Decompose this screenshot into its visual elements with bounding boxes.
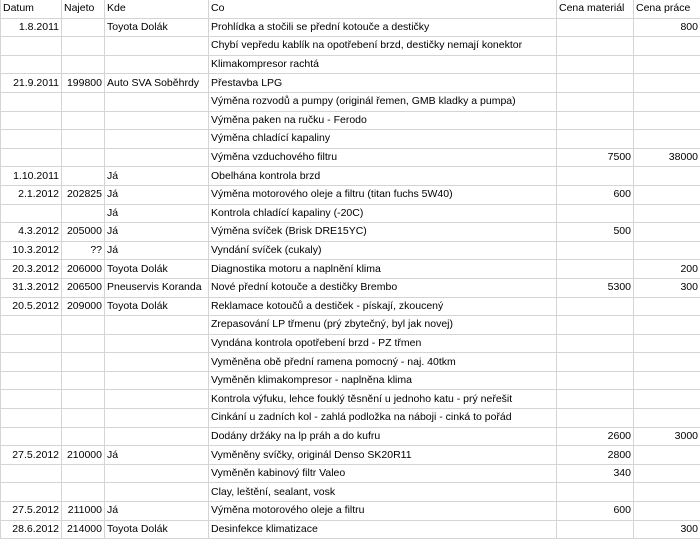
table-row [1,502,700,521]
cell-material[interactable] [557,55,634,74]
cell-date[interactable] [1,483,62,502]
cell-work[interactable] [634,353,700,372]
cell-place[interactable] [105,55,209,74]
cell-date[interactable]: 20.3.2012 [1,260,62,279]
cell-km[interactable]: 202825 [62,185,105,204]
cell-work[interactable] [634,464,700,483]
cell-km[interactable] [62,390,105,409]
cell-what[interactable]: Výměna rozvodů a pumpy (originál řemen, GMB kladky a pumpa) [209,92,557,111]
cell-material[interactable]: 600 [557,502,634,521]
cell-what[interactable]: Nové přední kotouče a destičky Brembo [209,278,557,297]
cell-material[interactable] [557,18,634,37]
cell-work[interactable] [634,446,700,465]
cell-date[interactable] [1,334,62,353]
cell-material[interactable] [557,130,634,149]
table-row [1,353,700,372]
cell-work[interactable] [634,297,700,316]
cell-work[interactable] [634,111,700,130]
table-row [1,130,700,149]
header-km[interactable]: Najeto [62,0,105,18]
cell-km[interactable]: 210000 [62,446,105,465]
cell-km[interactable] [62,371,105,390]
cell-date[interactable]: 20.5.2012 [1,297,62,316]
cell-place[interactable]: Já [105,502,209,521]
cell-what[interactable]: Kontrola výfuku, lehce fouklý těsnění u jednoho katu - prý neřešit [209,390,557,409]
cell-work[interactable] [634,55,700,74]
cell-material[interactable] [557,520,634,539]
cell-material[interactable]: 5300 [557,278,634,297]
cell-material[interactable]: 340 [557,464,634,483]
cell-work[interactable] [634,130,700,149]
cell-material[interactable] [557,371,634,390]
cell-km[interactable] [62,111,105,130]
cell-work[interactable] [634,167,700,186]
cell-what[interactable]: Výměna chladící kapaliny [209,130,557,149]
cell-place[interactable]: Auto SVA Soběhrdy [105,74,209,93]
cell-km[interactable]: 214000 [62,520,105,539]
header-material[interactable]: Cena materiál [557,0,634,18]
cell-material[interactable] [557,37,634,56]
cell-place[interactable] [105,427,209,446]
cell-km[interactable]: 205000 [62,223,105,242]
cell-what[interactable]: Vyměněn kabinový filtr Valeo [209,464,557,483]
cell-date[interactable] [1,55,62,74]
table-row [1,204,700,223]
table-row [1,483,700,502]
cell-what[interactable]: Vyměněn klimakompresor - naplněna klima [209,371,557,390]
cell-km[interactable] [62,204,105,223]
cell-date[interactable] [1,390,62,409]
cell-km[interactable] [62,409,105,428]
table-row [1,185,700,204]
cell-km[interactable]: ?? [62,241,105,260]
cell-work[interactable]: 3000 [634,427,700,446]
cell-place[interactable]: Já [105,446,209,465]
table-row [1,464,700,483]
cell-material[interactable] [557,316,634,335]
cell-material[interactable]: 2600 [557,427,634,446]
cell-km[interactable] [62,316,105,335]
cell-km[interactable] [62,167,105,186]
table-row [1,316,700,335]
cell-place[interactable] [105,92,209,111]
table-row [1,446,700,465]
cell-date[interactable] [1,464,62,483]
cell-what[interactable]: Přestavba LPG [209,74,557,93]
table-row [1,371,700,390]
cell-work[interactable] [634,409,700,428]
cell-place[interactable]: Toyota Dolák [105,297,209,316]
cell-place[interactable]: Já [105,241,209,260]
cell-date[interactable] [1,148,62,167]
cell-work[interactable]: 300 [634,278,700,297]
cell-date[interactable]: 31.3.2012 [1,278,62,297]
cell-what[interactable]: Cinkání u zadních kol - zahlá podložka na náboji - cinká to pořád [209,409,557,428]
cell-work[interactable] [634,185,700,204]
cell-material[interactable] [557,74,634,93]
cell-km[interactable] [62,37,105,56]
cell-what[interactable]: Obelhána kontrola brzd [209,167,557,186]
cell-date[interactable]: 21.9.2011 [1,74,62,93]
cell-km[interactable] [62,148,105,167]
cell-place[interactable]: Já [105,204,209,223]
cell-material[interactable]: 2800 [557,446,634,465]
cell-date[interactable] [1,371,62,390]
table-row [1,92,700,111]
cell-km[interactable]: 206000 [62,260,105,279]
cell-what[interactable]: Prohlídka a stočili se přední kotouče a destičky [209,18,557,37]
cell-place[interactable] [105,371,209,390]
cell-km[interactable] [62,464,105,483]
cell-what[interactable]: Výměna svíček (Brisk DRE15YC) [209,223,557,242]
table-row [1,241,700,260]
table-row [1,148,700,167]
cell-what[interactable]: Výměna vzduchového filtru [209,148,557,167]
cell-date[interactable] [1,427,62,446]
header-what[interactable]: Co [209,0,557,18]
header-place[interactable]: Kde [105,0,209,18]
cell-place[interactable]: Toyota Dolák [105,18,209,37]
cell-what[interactable]: Klimakompresor rachtá [209,55,557,74]
cell-date[interactable] [1,130,62,149]
cell-material[interactable] [557,409,634,428]
cell-work[interactable] [634,241,700,260]
cell-work[interactable] [634,390,700,409]
cell-material[interactable] [557,334,634,353]
cell-km[interactable]: 206500 [62,278,105,297]
cell-place[interactable] [105,390,209,409]
cell-place[interactable] [105,334,209,353]
cell-work[interactable] [634,37,700,56]
cell-work[interactable]: 800 [634,18,700,37]
cell-place[interactable]: Já [105,185,209,204]
cell-place[interactable]: Já [105,223,209,242]
cell-what[interactable]: Chybí vepředu kablík na opotřebení brzd, destičky nemají konektor [209,37,557,56]
cell-place[interactable]: Toyota Dolák [105,520,209,539]
cell-km[interactable]: 209000 [62,297,105,316]
cell-date[interactable]: 27.5.2012 [1,446,62,465]
header-work[interactable]: Cena práce [634,0,700,18]
table-row [1,334,700,353]
cell-km[interactable] [62,353,105,372]
cell-material[interactable] [557,167,634,186]
table-row [1,37,700,56]
cell-work[interactable] [634,483,700,502]
cell-km[interactable] [62,55,105,74]
table-row [1,390,700,409]
cell-material[interactable] [557,204,634,223]
table-row [1,74,700,93]
cell-work[interactable]: 200 [634,260,700,279]
cell-what[interactable]: Reklamace kotoučů a destiček - pískají, zkoucený [209,297,557,316]
cell-km[interactable] [62,130,105,149]
cell-what[interactable]: Zrepasování LP třmenu (prý zbytečný, byl jak novej) [209,316,557,335]
cell-date[interactable] [1,111,62,130]
cell-material[interactable] [557,390,634,409]
cell-place[interactable]: Toyota Dolák [105,260,209,279]
cell-date[interactable]: 28.6.2012 [1,520,62,539]
cell-what[interactable]: Výměna motorového oleje a filtru (titan fuchs 5W40) [209,185,557,204]
cell-date[interactable]: 1.8.2011 [1,18,62,37]
cell-place[interactable] [105,483,209,502]
cell-material[interactable] [557,353,634,372]
cell-material[interactable] [557,111,634,130]
table-row [1,223,700,242]
cell-date[interactable] [1,316,62,335]
cell-material[interactable] [557,92,634,111]
cell-place[interactable]: Pneuservis Koranda [105,278,209,297]
table-row [1,297,700,316]
cell-date[interactable]: 4.3.2012 [1,223,62,242]
cell-place[interactable] [105,130,209,149]
cell-km[interactable] [62,18,105,37]
table-row [1,427,700,446]
cell-material[interactable]: 500 [557,223,634,242]
cell-work[interactable] [634,92,700,111]
cell-work[interactable] [634,204,700,223]
cell-place[interactable] [105,409,209,428]
cell-km[interactable] [62,427,105,446]
cell-material[interactable] [557,297,634,316]
cell-work[interactable]: 38000 [634,148,700,167]
cell-place[interactable] [105,353,209,372]
cell-what[interactable]: Vyměněny svíčky, originál Denso SK20R11 [209,446,557,465]
cell-km[interactable] [62,334,105,353]
cell-material[interactable] [557,483,634,502]
table-row [1,260,700,279]
cell-date[interactable] [1,204,62,223]
cell-work[interactable] [634,371,700,390]
cell-what[interactable]: Clay, leštění, sealant, vosk [209,483,557,502]
cell-date[interactable]: 2.1.2012 [1,185,62,204]
cell-what[interactable]: Desinfekce klimatizace [209,520,557,539]
cell-date[interactable] [1,409,62,428]
header-date[interactable]: Datum [1,0,62,18]
cell-what[interactable]: Vyndání svíček (cukaly) [209,241,557,260]
cell-km[interactable] [62,483,105,502]
table-row [1,409,700,428]
cell-work[interactable] [634,502,700,521]
cell-what[interactable]: Kontrola chladící kapaliny (-20C) [209,204,557,223]
cell-place[interactable] [105,464,209,483]
cell-date[interactable] [1,92,62,111]
cell-work[interactable]: 300 [634,520,700,539]
table-row [1,167,700,186]
cell-what[interactable]: Výměna paken na ručku - Ferodo [209,111,557,130]
table-row [1,111,700,130]
cell-date[interactable] [1,353,62,372]
cell-date[interactable]: 10.3.2012 [1,241,62,260]
cell-material[interactable] [557,260,634,279]
header-row [1,0,700,18]
cell-material[interactable]: 7500 [557,148,634,167]
cell-what[interactable]: Vyměněna obě přední ramena pomocný - naj. 40tkm [209,353,557,372]
cell-date[interactable]: 27.5.2012 [1,502,62,521]
cell-material[interactable]: 600 [557,185,634,204]
cell-place[interactable] [105,37,209,56]
table-row [1,520,700,539]
cell-date[interactable]: 1.10.2011 [1,167,62,186]
cell-km[interactable]: 199800 [62,74,105,93]
cell-place[interactable] [105,316,209,335]
cell-what[interactable]: Diagnostika motoru a naplnění klima [209,260,557,279]
cell-date[interactable] [1,37,62,56]
cell-work[interactable] [634,223,700,242]
table-row [1,55,700,74]
cell-km[interactable] [62,92,105,111]
cell-work[interactable] [634,316,700,335]
cell-work[interactable] [634,74,700,93]
cell-work[interactable] [634,334,700,353]
cell-km[interactable]: 211000 [62,502,105,521]
cell-what[interactable]: Vyndána kontrola opotřebení brzd - PZ třmen [209,334,557,353]
table-row [1,278,700,297]
cell-place[interactable] [105,148,209,167]
cell-place[interactable] [105,111,209,130]
cell-what[interactable]: Výměna motorového oleje a filtru [209,502,557,521]
table-row [1,18,700,37]
cell-material[interactable] [557,241,634,260]
cell-what[interactable]: Dodány držáky na lp práh a do kufru [209,427,557,446]
cell-place[interactable]: Já [105,167,209,186]
